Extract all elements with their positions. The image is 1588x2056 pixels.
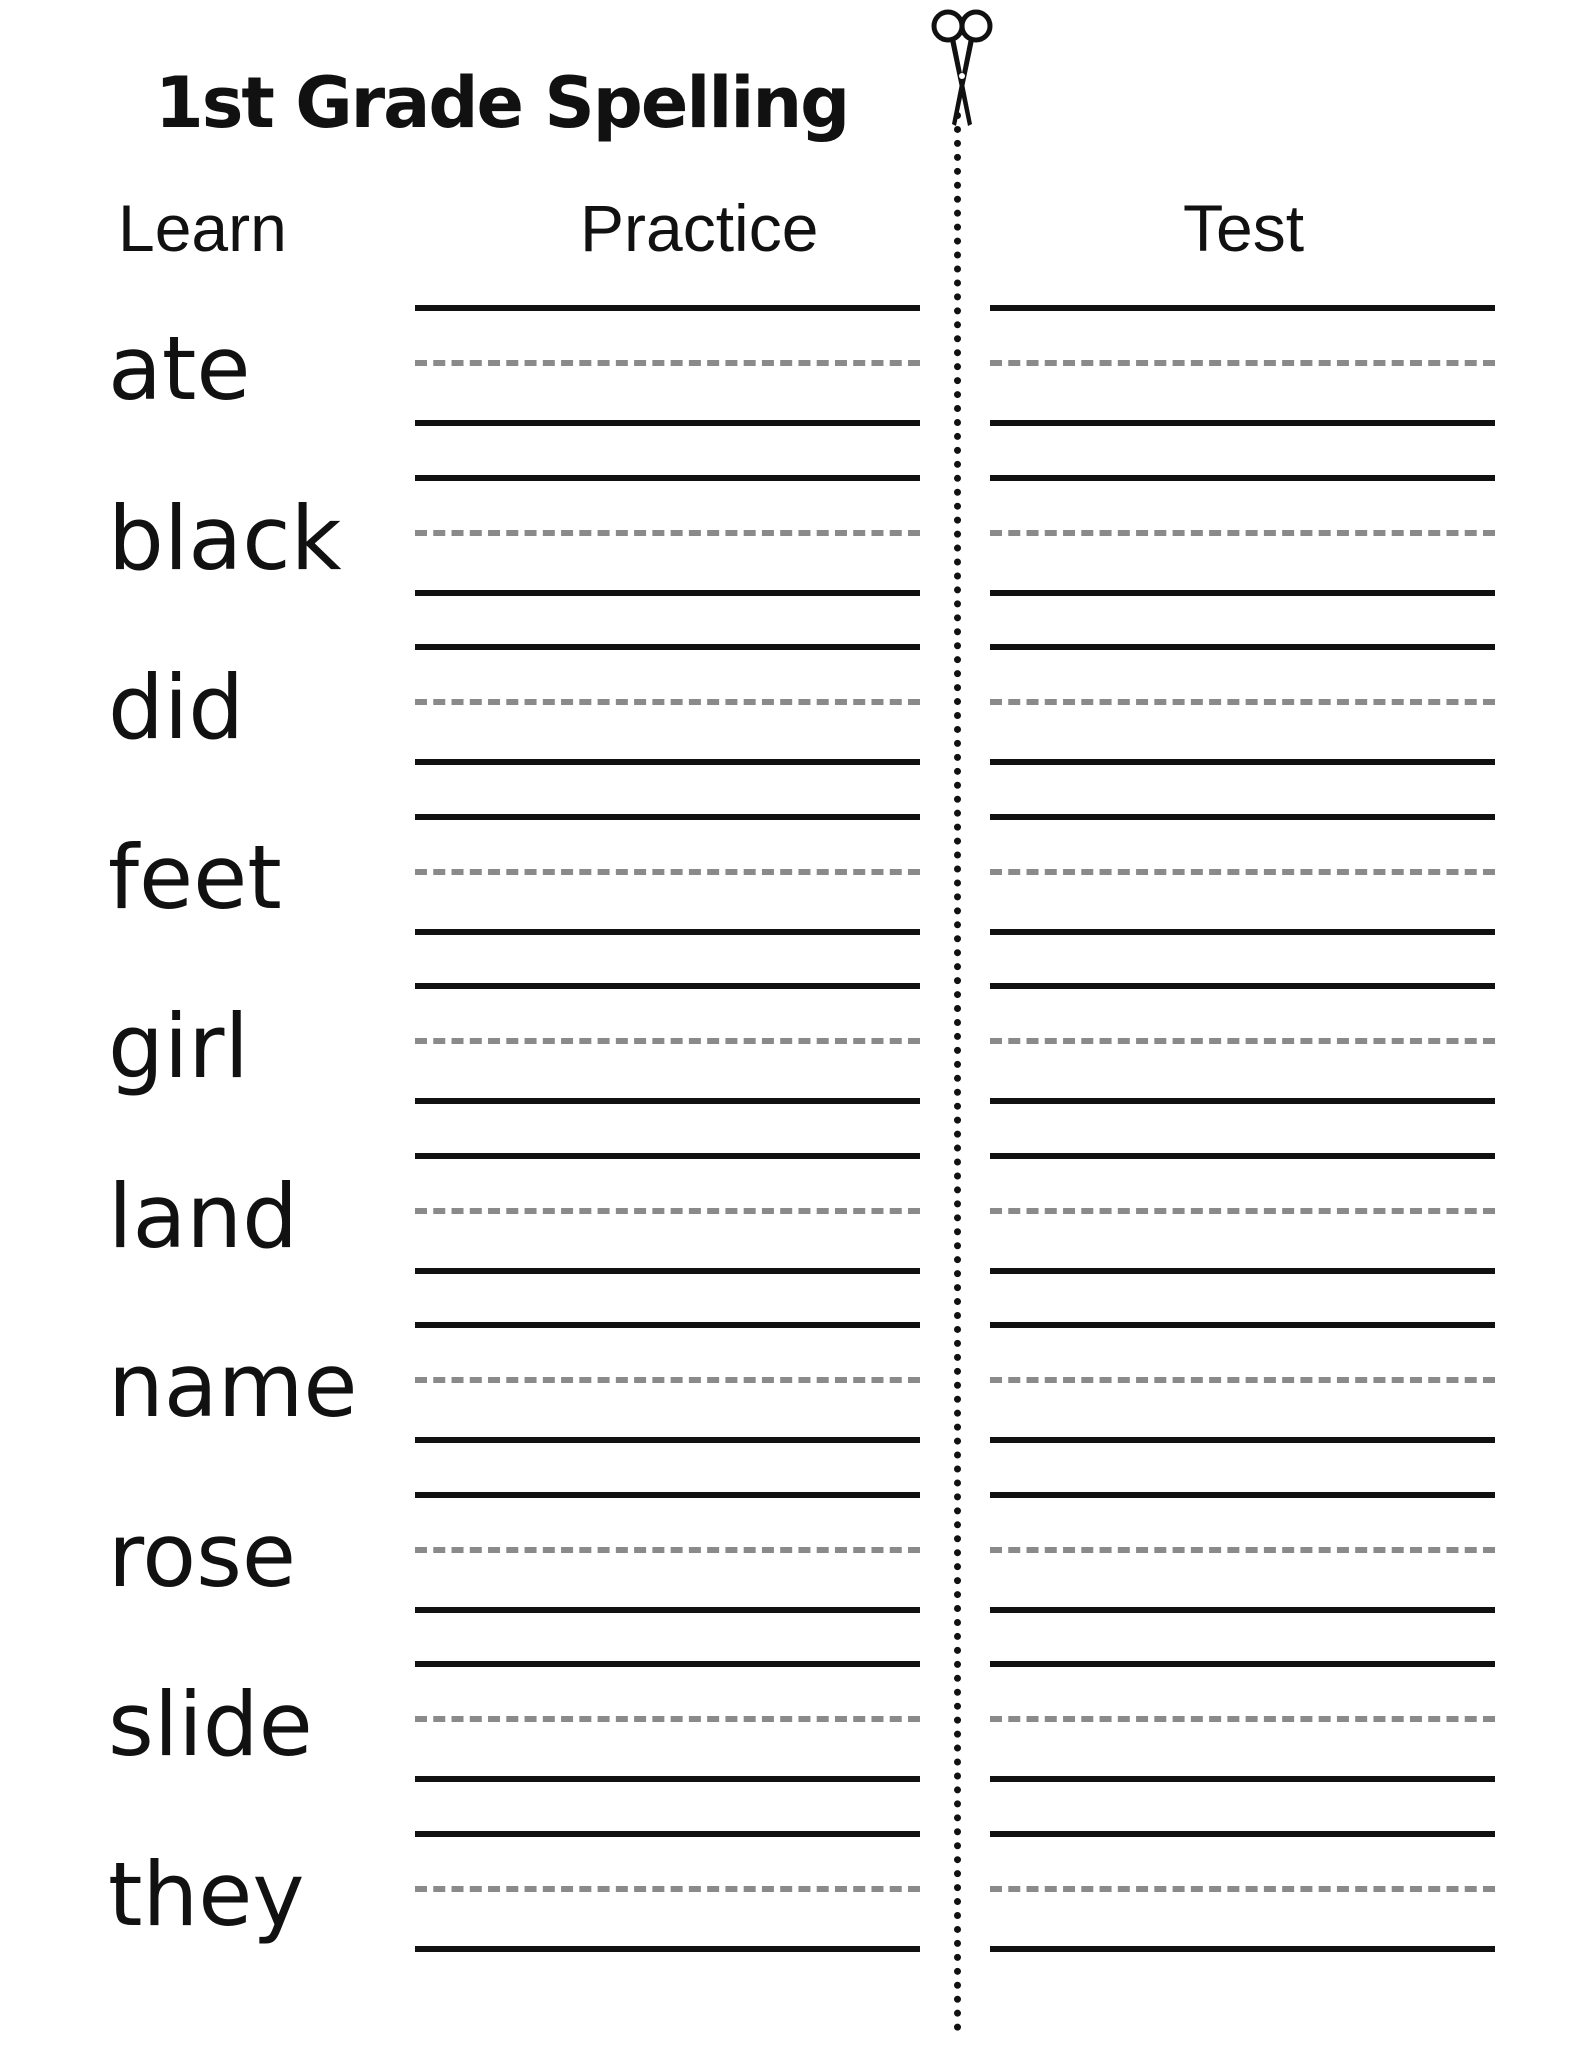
test-baseline: [990, 1268, 1495, 1274]
spelling-word: rose: [108, 1503, 297, 1607]
test-baseline: [990, 420, 1495, 426]
test-baseline: [990, 1946, 1495, 1952]
test-baseline: [990, 1098, 1495, 1104]
practice-top-line: [415, 1322, 920, 1328]
spelling-word: feet: [108, 825, 282, 929]
test-midline: [990, 530, 1495, 536]
practice-baseline: [415, 1607, 920, 1613]
test-midline: [990, 1886, 1495, 1892]
cut-dotted-line: [954, 112, 961, 2032]
practice-top-line: [415, 1492, 920, 1498]
spelling-word: name: [108, 1334, 358, 1437]
test-top-line: [990, 1322, 1495, 1328]
practice-top-line: [415, 644, 920, 650]
test-top-line: [990, 305, 1495, 311]
test-baseline: [990, 590, 1495, 596]
practice-baseline: [415, 929, 920, 935]
practice-baseline: [415, 1946, 920, 1952]
test-midline: [990, 360, 1495, 366]
spelling-word: they: [108, 1842, 305, 1946]
practice-baseline: [415, 759, 920, 765]
practice-column-header: Practice: [580, 191, 819, 265]
worksheet-title: 1st Grade Spelling: [155, 62, 849, 144]
spelling-word: land: [108, 1164, 299, 1268]
test-midline: [990, 1208, 1495, 1214]
test-baseline: [990, 1607, 1495, 1613]
test-top-line: [990, 644, 1495, 650]
practice-midline: [415, 1377, 920, 1383]
practice-baseline: [415, 1098, 920, 1104]
practice-midline: [415, 1208, 920, 1214]
learn-column-header: Learn: [118, 191, 287, 265]
practice-top-line: [415, 814, 920, 820]
test-top-line: [990, 1661, 1495, 1667]
practice-top-line: [415, 305, 920, 311]
spelling-word: girl: [108, 995, 249, 1098]
test-midline: [990, 699, 1495, 705]
practice-baseline: [415, 420, 920, 426]
practice-midline: [415, 1716, 920, 1722]
scissors-icon: [928, 6, 996, 136]
practice-top-line: [415, 983, 920, 989]
test-top-line: [990, 814, 1495, 820]
practice-midline: [415, 699, 920, 705]
practice-midline: [415, 360, 920, 366]
spelling-word: ate: [108, 317, 251, 420]
test-midline: [990, 1716, 1495, 1722]
test-midline: [990, 1038, 1495, 1044]
test-midline: [990, 1547, 1495, 1553]
test-top-line: [990, 1831, 1495, 1837]
practice-baseline: [415, 1268, 920, 1274]
test-baseline: [990, 1437, 1495, 1443]
test-column-header: Test: [1183, 191, 1305, 265]
practice-midline: [415, 1547, 920, 1553]
test-baseline: [990, 759, 1495, 765]
spelling-word: slide: [108, 1673, 313, 1776]
spelling-word: did: [108, 656, 245, 759]
practice-top-line: [415, 1661, 920, 1667]
test-baseline: [990, 1776, 1495, 1782]
practice-baseline: [415, 590, 920, 596]
test-midline: [990, 869, 1495, 875]
practice-baseline: [415, 1437, 920, 1443]
spelling-word: black: [108, 486, 342, 590]
test-top-line: [990, 475, 1495, 481]
test-top-line: [990, 1492, 1495, 1498]
practice-midline: [415, 1038, 920, 1044]
practice-top-line: [415, 1831, 920, 1837]
practice-baseline: [415, 1776, 920, 1782]
practice-midline: [415, 1886, 920, 1892]
practice-top-line: [415, 1153, 920, 1159]
practice-top-line: [415, 475, 920, 481]
test-baseline: [990, 929, 1495, 935]
test-top-line: [990, 983, 1495, 989]
practice-midline: [415, 869, 920, 875]
test-midline: [990, 1377, 1495, 1383]
test-top-line: [990, 1153, 1495, 1159]
practice-midline: [415, 530, 920, 536]
